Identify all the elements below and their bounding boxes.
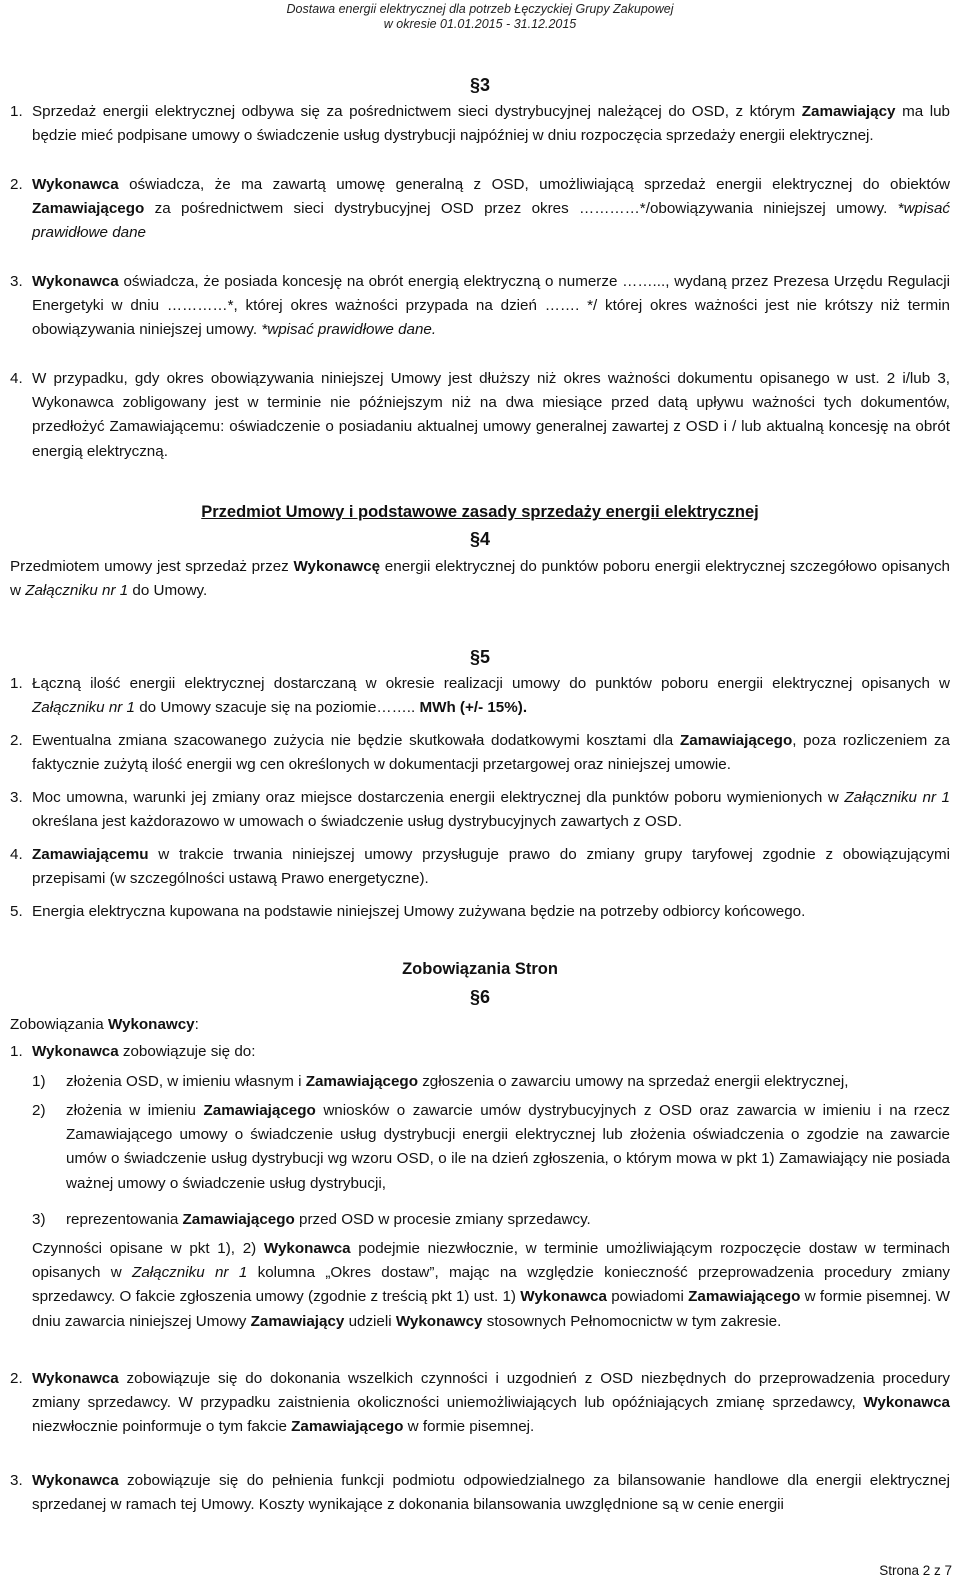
page-number: Strona 2 z 7: [879, 1563, 952, 1578]
s6-p3-num: 3.: [10, 1472, 23, 1489]
running-header: [0, 2, 960, 32]
s3-paragraph-1: Sprzedaż energii elektrycznej odbywa się za pośrednictwem sieci dystrybucyjnej należącej do OSD, z którym Zamawiający ma lub będzie mieć podpisane umowy o świadczenie usług dystrybucji najpóźniej w dniu rozpoczęcia sprzedaży energii elektrycznej.: [32, 103, 950, 145]
s4-paragraph: Przedmiotem umowy jest sprzedaż przez Wykonawcę energii elektrycznej do punktów poboru energii elektrycznej szczegółowo opisanych w Załączniku nr 1 do Umowy.: [10, 558, 950, 600]
s3-paragraph-2: Wykonawca oświadcza, że ma zawartą umowę generalną z OSD, umożliwiającą sprzedaż energii elektrycznej do obiektów Zamawiającego za pośrednictwem sieci dystrybucyjnej OSD przez okres …………*/obowiązywania niniejszej umowy. *wpisać prawidłowe dane: [32, 176, 950, 242]
s6-p2-num: 2.: [10, 1370, 23, 1387]
s3-paragraph-3: Wykonawca oświadcza, że posiada koncesję na obrót energią elektryczną o numerze ……..., wydaną przez Prezesa Urzędu Regulacji Energetyki w dniu …………*, której okres ważności przypada na dzień ……. */ której okres ważności jest nie krótszy niż termin obowiązywania niniejszej umowy. *wpisać prawidłowe dane.: [32, 273, 950, 339]
s6-paragraph-2: Wykonawca zobowiązuje się do dokonania wszelkich czynności i uzgodnień z OSD niezbędnych do przeprowadzenia procedury zmiany sprzedawcy. W przypadku zaistnienia okoliczności uniemożliwiających lub opóźniających zmianę sprzedawcy, Wykonawca niezwłocznie poinformuje o tym fakcie Zamawiającego w formie pisemnej.: [32, 1370, 950, 1436]
s6-item-2-num: 2): [32, 1102, 46, 1119]
s3-p1-num: 1.: [10, 103, 23, 120]
s6-p1-after: Czynności opisane w pkt 1), 2) Wykonawca podejmie niezwłocznie, w terminie umożliwiającym rozpoczęcie dostaw w terminach opisanych w Załączniku nr 1 kolumna „Okres dostaw”, mając na względzie konieczność przeprowadzenia procedury zmiany sprzedawcy. O fakcie zgłoszenia umowy (zgodnie z treścią pkt 1) ust. 1) Wykonawca powiadomi Zamawiającego w formie pisemnej. W dniu zawarcia niniejszej Umowy Zamawiający udzieli Wykonawcy stosownych Pełnomocnictw w tym zakresie.: [32, 1240, 951, 1330]
section-6-title: Zobowiązania Stron: [402, 960, 558, 978]
s6-p1-num: 1.: [10, 1043, 23, 1060]
section-4-title: Przedmiot Umowy i podstawowe zasady sprzedaży energii elektrycznej: [201, 503, 759, 521]
s3-paragraph-4: W przypadku, gdy okres obowiązywania niniejszej Umowy jest dłuższy niż okres ważności dokumentu opisanego w ust. 2 i/lub 3, Wykonawca zobligowany jest w terminie nie późniejszym niż na dwa miesiące przed datą upływu ważności tych dokumentów, przedłożyć Zamawiającemu: oświadczenie o posiadaniu aktualnej umowy generalnej zawartej z OSD i / lub aktualną koncesję na obrót energią elektryczną.: [32, 370, 950, 460]
section-4-sign: §4: [469, 529, 491, 549]
s5-paragraph-1: Łączną ilość energii elektrycznej dostarczaną w okresie realizacji umowy do punktów poboru energii elektrycznej opisanych w Załączniku nr 1 do Umowy szacuje się na poziomie…….. MWh (+/- 15%).: [32, 675, 950, 717]
s5-p1-num: 1.: [10, 675, 23, 692]
s5-paragraph-5: Energia elektryczna kupowana na podstawie niniejszej Umowy zużywana będzie na potrzeby odbiorcy końcowego.: [32, 903, 806, 920]
s6-paragraph-1: Wykonawca zobowiązuje się do:: [32, 1043, 256, 1060]
s3-p4-num: 4.: [10, 370, 23, 387]
s6-intro: Zobowiązania Wykonawcy:: [10, 1016, 199, 1033]
header-line-1: Dostawa energii elektrycznej dla potrzeb Łęczyckiej Grupy Zakupowej: [286, 2, 674, 16]
header-line-2: w okresie 01.01.2015 - 31.12.2015: [383, 17, 577, 31]
s6-item-2: złożenia w imieniu Zamawiającego wniosków o zawarcie umów dystrybucyjnych z OSD oraz zawarcia w imieniu i na rzecz Zamawiającego umowy o świadczenie usług dystrybucji energii elektrycznej lub złożenia oświadczenia o zgodzie na zawarcie umów o świadczenie usług dystrybucji wg wzoru OSD, o ile na dzień zgłoszenia, o którym mowa w pkt 1) Zamawiający nie posiada ważnej umowy o świadczenie usług dystrybucji,: [66, 1102, 951, 1192]
s3-p3-num: 3.: [10, 273, 23, 290]
s6-item-1: złożenia OSD, w imieniu własnym i Zamawiającego zgłoszenia o zawarciu umowy na sprzedaż energii elektrycznej,: [66, 1073, 849, 1090]
s5-p2-num: 2.: [10, 732, 23, 749]
s5-p5-num: 5.: [10, 903, 23, 920]
s6-item-3: reprezentowania Zamawiającego przed OSD w procesie zmiany sprzedawcy.: [66, 1211, 591, 1228]
section-6-sign: §6: [469, 987, 491, 1007]
s3-p2-num: 2.: [10, 176, 23, 193]
s5-paragraph-3: Moc umowna, warunki jej zmiany oraz miejsce dostarczenia energii elektrycznej dla punktów poboru wymienionych w Załączniku nr 1 określana jest każdorazowo w umowach o świadczenie usług dystrybucyjnych zawartych z OSD.: [32, 789, 951, 831]
s5-paragraph-2: Ewentualna zmiana szacowanego zużycia nie będzie skutkowała dodatkowymi kosztami dla Zamawiającego, poza rozliczeniem za faktycznie zużytą ilość energii wg cen określonych w dokumentacji przetargowej oraz niniejszej umowie.: [32, 732, 950, 774]
s6-item-3-num: 3): [32, 1211, 46, 1228]
s6-paragraph-3: Wykonawca zobowiązuje się do pełnienia funkcji podmiotu odpowiedzialnego za bilansowanie handlowe dla energii elektrycznej sprzedanej w ramach tej Umowy. Koszty wynikające z dokonania bilansowania uwzględnione są w cenie energii: [32, 1472, 950, 1514]
s6-item-1-num: 1): [32, 1073, 46, 1090]
s5-p3-num: 3.: [10, 789, 23, 806]
section-5-sign: §5: [469, 647, 491, 667]
s5-p4-num: 4.: [10, 846, 23, 863]
s5-paragraph-4: Zamawiającemu w trakcie trwania niniejszej umowy przysługuje prawo do zmiany grupy taryfowej zgodnie z obowiązującymi przepisami (w szczególności ustawą Prawo energetyczne).: [32, 846, 950, 888]
section-3-sign: §3: [469, 75, 491, 95]
